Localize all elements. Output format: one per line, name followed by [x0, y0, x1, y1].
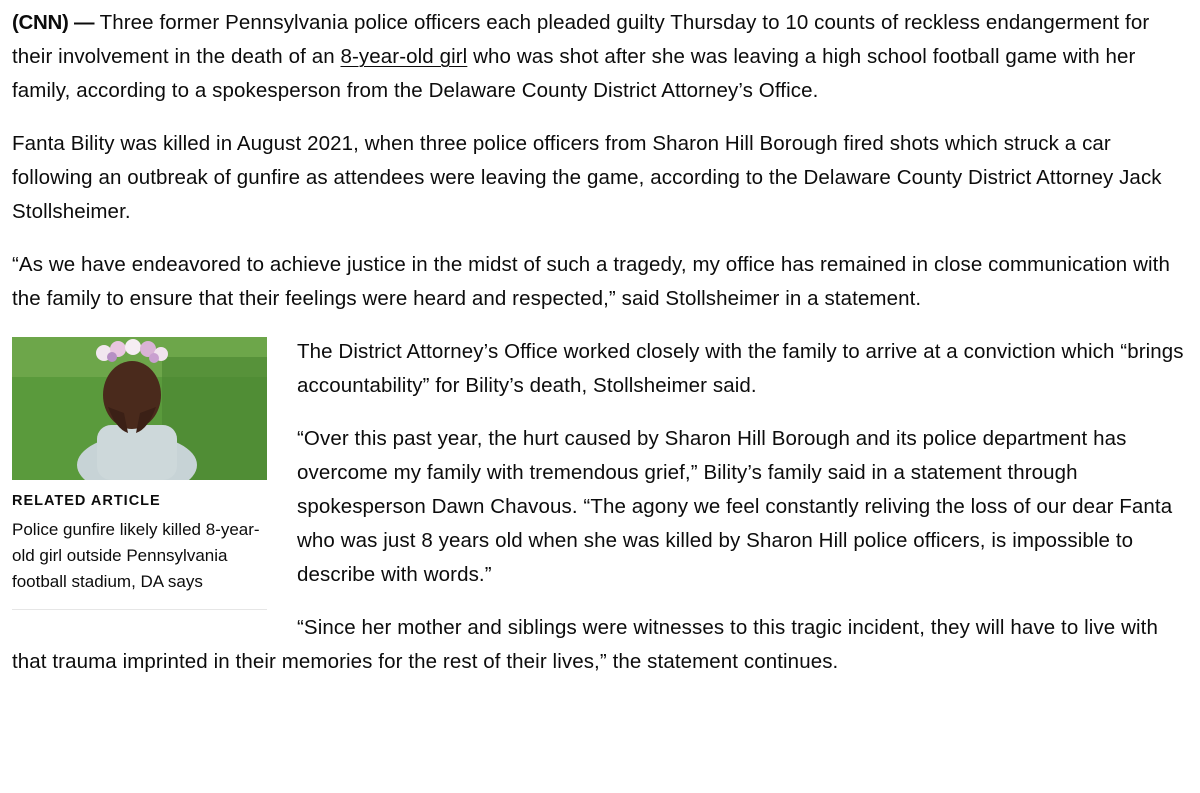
eight-year-old-girl-link[interactable]: 8-year-old girl — [340, 45, 468, 68]
article-body — [12, 6, 1192, 698]
related-article-thumbnail[interactable] — [12, 337, 267, 480]
related-article-headline-link[interactable]: Police gunfire likely killed 8-year-old girl outside Pennsylvania football stadium, DA says — [12, 517, 267, 610]
paragraph-1 — [12, 6, 1192, 108]
paragraph-2: Fanta Bility was killed in August 2021, when three police officers from Sharon Hill Borough fired shots which struck a car following an outbreak of gunfire as attendees were leaving the game, according to the Delaware County District Attorney Jack Stollsheimer. — [12, 132, 1162, 223]
paragraph-6: “Since her mother and siblings were witnesses to this tragic incident, they will have to live with that trauma imprinted in their memories for the rest of their lives,” the statement continues. — [12, 616, 1158, 673]
paragraph-4: The District Attorney’s Office worked closely with the family to arrive at a conviction which “brings accountability” for Bility’s death, Stollsheimer said. — [297, 340, 1184, 397]
related-article-card[interactable] — [12, 337, 267, 610]
paragraph-1-text-a: Three former Pennsylvania police officers each pleaded guilty Thursday to 10 counts of reckless endangerment for their involvement in the death of an — [12, 11, 1150, 68]
paragraph-5: “Over this past year, the hurt caused by Sharon Hill Borough and its police department has overcome my family with tremendous grief,” Bility’s family said in a statement through spokesperson Dawn Chavous. “The agony we feel constantly reliving the loss of our dear Fanta who was just 8 years old when she was killed by Sharon Hill police officers, is impossible to describe with words.” — [297, 427, 1173, 586]
paragraph-3: “As we have endeavored to achieve justice in the midst of such a tragedy, my office has remained in close communication with the family to ensure that their feelings were heard and respected,” said Stollsheimer in a statement. — [12, 253, 1170, 310]
related-article-kicker: RELATED ARTICLE — [12, 493, 161, 509]
dateline: (CNN) — — [12, 11, 95, 34]
paragraph-1-text-b: who was shot after she was leaving a high school football game with her family, according to a spokesperson from the Delaware County District Attorney’s Office. — [12, 45, 1136, 102]
